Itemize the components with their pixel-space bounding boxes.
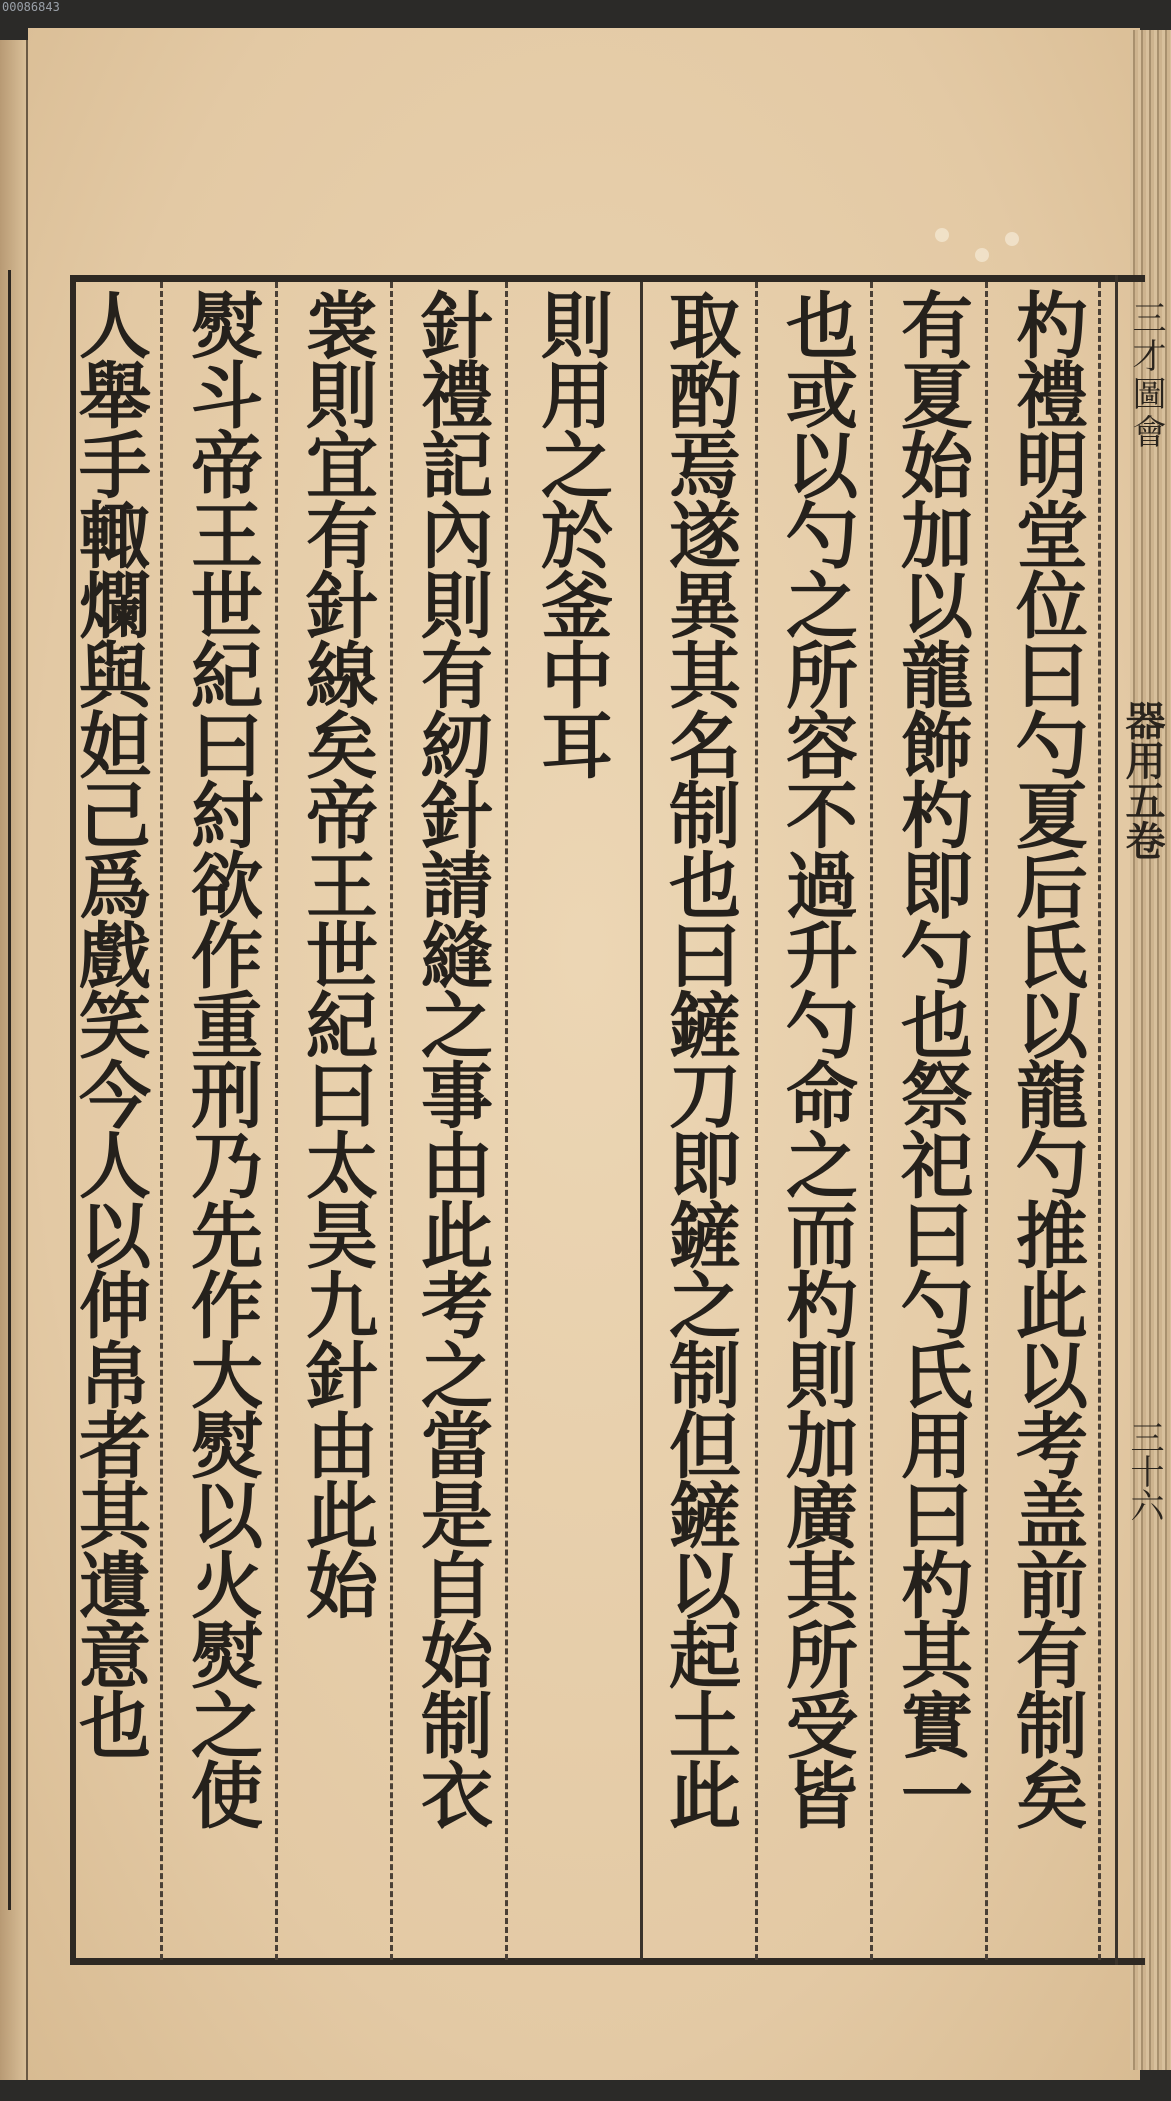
text-column: 也或以勺之所容不過升勺命之而杓則加廣其所受皆: [774, 288, 859, 1828]
text-column: 針禮記內則有紉針請縫之事由此考之當是自始制衣: [409, 288, 494, 1828]
scan-id: 00086843: [2, 0, 60, 14]
margin-column: [1115, 275, 1148, 1965]
column-rule: [505, 282, 508, 1960]
text-column: 人舉手輙爛與妲己爲戲笑今人以伸帛者其遺意也: [67, 288, 152, 1758]
page-number: 三十六: [1124, 1420, 1164, 1522]
text-column: 取酌焉遂異其名制也曰鏟刀即鏟之制但鏟以起土此: [657, 288, 742, 1828]
left-page-edge: [0, 40, 28, 2080]
text-column: 熨斗帝王世紀曰紂欲作重刑乃先作大熨以火熨之使: [179, 288, 264, 1828]
column-rule: [755, 282, 758, 1960]
column-rule: [390, 282, 393, 1960]
text-column: 杓禮明堂位曰勺夏后氏以龍勺推此以考盖前有制矣: [1004, 288, 1089, 1828]
column-rule: [985, 282, 988, 1960]
text-column: 有夏始加以龍飾杓即勺也祭祀曰勺氏用曰杓其實一: [889, 288, 974, 1828]
column-rule: [1098, 282, 1101, 1960]
text-column: 則用之於釜中耳: [529, 288, 614, 778]
paper-wormhole: [975, 248, 989, 262]
column-rule: [640, 282, 643, 1960]
column-rule: [870, 282, 873, 1960]
column-rule: [160, 282, 163, 1960]
book-title: 三才圖會: [1126, 300, 1166, 452]
paper-wormhole: [935, 228, 949, 242]
text-column: 裳則宜有針線矣帝王世紀曰太昊九針由此始: [294, 288, 379, 1618]
column-rule: [275, 282, 278, 1960]
left-page-border-line: [8, 270, 11, 1910]
section-title: 器用五卷: [1119, 700, 1166, 860]
paper-wormhole: [1005, 232, 1019, 246]
